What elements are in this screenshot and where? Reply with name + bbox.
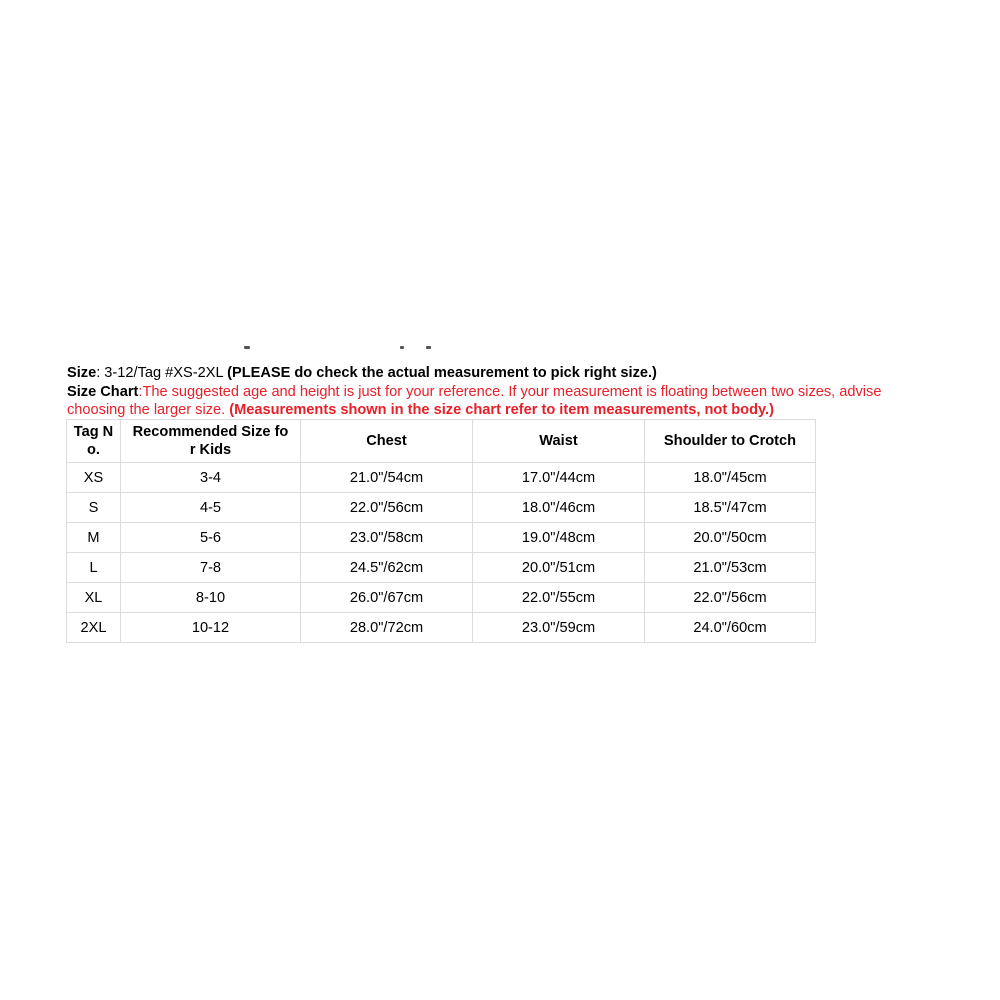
cell-shoulder-to-crotch: 21.0"/53cm <box>645 553 816 583</box>
table-header-row <box>67 420 816 463</box>
cell-shoulder-to-crotch: 20.0"/50cm <box>645 523 816 553</box>
cell-tag: M <box>67 523 121 553</box>
table-row <box>67 523 816 553</box>
header-chest: Chest <box>301 420 473 463</box>
cell-waist: 19.0"/48cm <box>473 523 645 553</box>
cell-age: 10-12 <box>121 613 301 643</box>
size-chart-colon: : <box>138 383 143 400</box>
cell-chest: 22.0"/56cm <box>301 493 473 523</box>
size-table <box>66 419 816 643</box>
size-chart-text-line1: The suggested age and height is just for your reference. If your measurement is floating between two sizes, advise <box>142 383 882 400</box>
table-row <box>67 493 816 523</box>
cell-chest: 23.0"/58cm <box>301 523 473 553</box>
header-recommended-size-a: Recommended Size fo <box>132 424 289 440</box>
cell-chest: 21.0"/54cm <box>301 463 473 493</box>
header-recommended-size-b: r Kids <box>189 442 232 458</box>
cell-tag: XS <box>67 463 121 493</box>
cell-tag: XL <box>67 583 121 613</box>
table-row <box>67 463 816 493</box>
cell-chest: 24.5"/62cm <box>301 553 473 583</box>
cell-waist: 20.0"/51cm <box>473 553 645 583</box>
cell-age: 4-5 <box>121 493 301 523</box>
size-note: (PLEASE do check the actual measurement to pick right size.) <box>227 365 657 381</box>
size-label: Size <box>67 365 97 381</box>
cell-tag: 2XL <box>67 613 121 643</box>
cell-shoulder-to-crotch: 22.0"/56cm <box>645 583 816 613</box>
size-chart-label: Size Chart <box>67 383 139 400</box>
size-chart-line-2 <box>67 401 957 420</box>
header-recommended-size <box>121 420 301 463</box>
cropped-text-fragment <box>230 338 470 350</box>
cell-age: 3-4 <box>121 463 301 493</box>
size-chart-text-line2: choosing the larger size. <box>67 402 230 418</box>
cell-age: 5-6 <box>121 523 301 553</box>
header-tag-no <box>67 420 121 463</box>
cell-waist: 22.0"/55cm <box>473 583 645 613</box>
cell-chest: 28.0"/72cm <box>301 613 473 643</box>
header-tag-no-a: Tag N <box>73 424 114 440</box>
header-waist: Waist <box>473 420 645 463</box>
cell-shoulder-to-crotch: 18.5"/47cm <box>645 493 816 523</box>
table-row <box>67 613 816 643</box>
cell-waist: 23.0"/59cm <box>473 613 645 643</box>
cell-age: 7-8 <box>121 553 301 583</box>
cell-waist: 18.0"/46cm <box>473 493 645 523</box>
size-line <box>67 364 957 383</box>
header-tag-no-b: o. <box>87 442 100 458</box>
header-shoulder-to-crotch: Shoulder to Crotch <box>645 420 816 463</box>
cell-tag: S <box>67 493 121 523</box>
cell-tag: L <box>67 553 121 583</box>
size-value: : 3-12/Tag #XS-2XL <box>96 365 228 381</box>
cell-chest: 26.0"/67cm <box>301 583 473 613</box>
table-row <box>67 583 816 613</box>
size-info-block <box>67 364 957 420</box>
cell-shoulder-to-crotch: 24.0"/60cm <box>645 613 816 643</box>
size-chart-line <box>67 383 957 402</box>
cell-waist: 17.0"/44cm <box>473 463 645 493</box>
cell-age: 8-10 <box>121 583 301 613</box>
cell-shoulder-to-crotch: 18.0"/45cm <box>645 463 816 493</box>
size-chart-note: (Measurements shown in the size chart refer to item measurements, not body.) <box>229 402 774 418</box>
table-row <box>67 553 816 583</box>
